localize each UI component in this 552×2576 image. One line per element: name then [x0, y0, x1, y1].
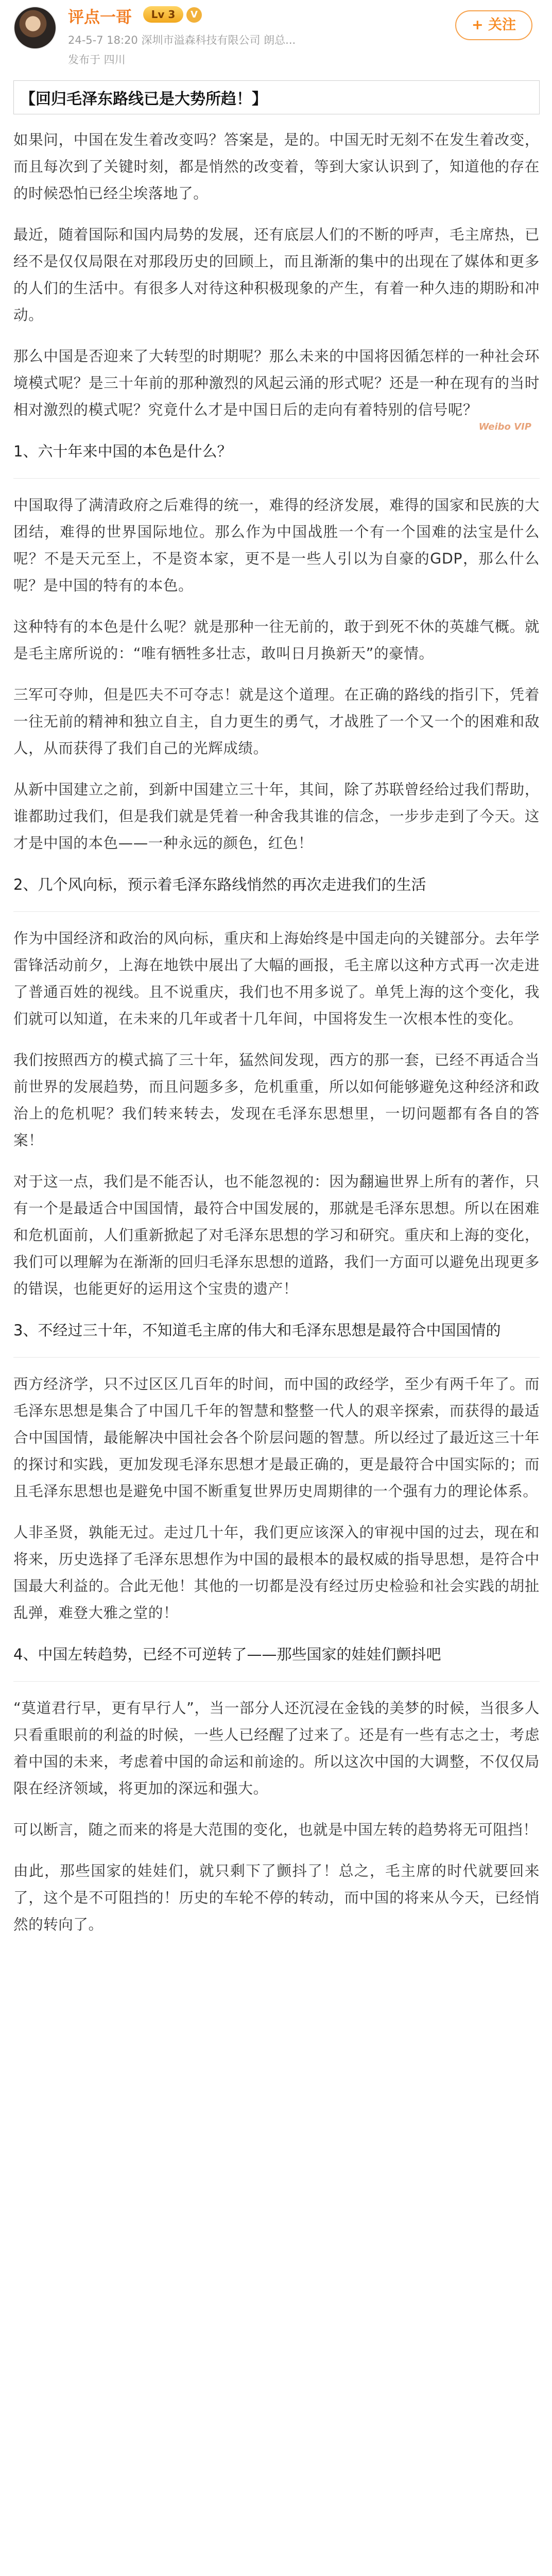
- paragraph: 最近，随着国际和国内局势的发展，还有底层人们的不断的呼声，毛主席热，已经不是仅仅局限在对那段历史的回顾上，而且渐渐的集中的出现在了媒体和更多的人们的生活中。有很多人对待这种积极现象的产生，有着一种久违的期盼和冲动。: [13, 226, 540, 324]
- divider: [13, 1681, 540, 1682]
- paragraph: 西方经济学，只不过区区几百年的时间，而中国的政经学，至少有两千年了。而毛泽东思想是集合了中国几千年的智慧和整整一代人的艰辛探索，而获得的最适合中国国情，最能解决中国社会各个阶层问题的智慧。所以经过了最近这三十年的探讨和实践，更加发现毛泽东思想才是最正确的，更是最符合中国实际的；而且毛泽东思想也是避免中国不断重复世界历史周期律的一个强有力的理论体系。: [13, 1376, 540, 1500]
- post-header: [0, 0, 552, 76]
- username[interactable]: 评点一哥: [68, 8, 132, 27]
- paragraph: 如果问，中国在发生着改变吗？答案是，是的。中国无时无刻不在发生着改变，而且每次到了关键时刻，都是悄然的改变着，等到大家认识到了，知道他的存在的时候恐怕已经尘埃落地了。: [13, 131, 540, 202]
- divider: [13, 911, 540, 912]
- paragraph: 三军可夺帅，但是匹夫不可夺志！就是这个道理。在正确的路线的指引下，凭着一往无前的精神和独立自主，自力更生的勇气，才战胜了一个又一个的困难和敌人，从而获得了我们自己的光辉成绩。: [13, 686, 540, 757]
- paragraph: “莫道君行早，更有早行人”，当一部分人还沉浸在金钱的美梦的时候，当很多人只看重眼前的利益的时候，一些人已经醒了过来了。还是有一些有志之士，考虑着中国的未来，考虑着中国的命运和前途的。所以这次中国的大调整，不仅仅局限在经济领域，将更加的深远和强大。: [13, 1700, 540, 1797]
- level-badge: Lv 3: [143, 6, 183, 23]
- paragraph: 作为中国经济和政治的风向标，重庆和上海始终是中国走向的关键部分。去年学雷锋活动前夕，上海在地铁中展出了大幅的画报，毛主席以这种方式再一次走进了普通百姓的视线。且不说重庆，我们也不用多说了。单凭上海的这个变化，我们就可以知道，在未来的几年或者十几年间，中国将发生一次根本性的变化。: [13, 930, 540, 1027]
- paragraph: 中国取得了满清政府之后难得的统一，难得的经济发展，难得的国家和民族的大团结，难得的世界国际地位。那么作为中国战胜一个有一个国难的法宝是什么呢？不是天元至上，不是资本家，更不是一些人引以为自豪的GDP，那么什么呢？是中国的特有的本色。: [13, 497, 540, 594]
- section-heading: 1、六十年来中国的本色是什么？: [13, 443, 232, 460]
- post-meta: 24-5-7 18:20 深圳市溢森科技有限公司 朗总...: [68, 34, 296, 46]
- post-title: 【回归毛泽东路线已是大势所趋！】: [13, 80, 540, 114]
- divider: [13, 478, 540, 479]
- verified-badge: V: [186, 7, 202, 23]
- post-body: [13, 80, 540, 1953]
- paragraph: 由此，那些国家的娃娃们，就只剩下了颤抖了！总之，毛主席的时代就要回来了，这个是不可阻挡的！历史的车轮不停的转动，而中国的将来从今天，已经悄然的转向了。: [13, 1862, 540, 1933]
- paragraph: 我们按照西方的模式搞了三十年，猛然间发现，西方的那一套，已经不再适合当前世界的发展趋势，而且问题多多，危机重重，所以如何能够避免这种经济和政治上的危机呢？我们转来转去，发现在毛泽东思想里，一切问题都有各自的答案！: [13, 1052, 540, 1149]
- section-heading: 2、几个风向标，预示着毛泽东路线悄然的再次走进我们的生活: [13, 876, 426, 893]
- weibo-vip-mark: Weibo VIP: [478, 421, 531, 432]
- paragraph: 人非圣贤，孰能无过。走过几十年，我们更应该深入的审视中国的过去，现在和将来，历史选择了毛泽东思想作为中国的最根本的最权威的指导思想，是符合中国最大利益的。合此无他！其他的一切都是没有经过历史检验和社会实践的胡扯乱弹，难登大雅之堂的！: [13, 1524, 540, 1621]
- paragraph: 可以断言，随之而来的将是大范围的变化，也就是中国左转的趋势将无可阻挡！: [13, 1821, 538, 1838]
- divider: [13, 1357, 540, 1358]
- avatar[interactable]: [13, 6, 57, 49]
- follow-button[interactable]: + 关注: [455, 10, 532, 40]
- paragraph: 从新中国建立之前，到新中国建立三十年，其间，除了苏联曾经给过我们帮助，谁都助过我们，但是我们就是凭着一种舍我其谁的信念，一步步走到了今天。这才是中国的本色——一种永远的颜色，红色！: [13, 781, 540, 852]
- section-heading: 3、不经过三十年，不知道毛主席的伟大和毛泽东思想是最符合中国国情的: [13, 1321, 501, 1339]
- paragraph: 对于这一点，我们是不能否认，也不能忽视的：因为翻遍世界上所有的著作，只有一个是最适合中国国情，最符合中国发展的，那就是毛泽东思想。所以在困难和危机面前，人们重新掀起了对毛泽东思想的学习和研究。重庆和上海的变化，我们可以理解为在渐渐的回归毛泽东思想的道路，我们一方面可以避免出现更多的错误，也能更好的运用这个宝贵的遗产！: [13, 1173, 540, 1297]
- post-location: 发布于 四川: [68, 54, 126, 66]
- paragraph: 这种特有的本色是什么呢？就是那种一往无前的，敢于到死不休的英雄气概。就是毛主席所说的：“唯有牺牲多壮志，敢叫日月换新天”的豪情。: [13, 618, 540, 662]
- section-heading: 4、中国左转趋势，已经不可逆转了——那些国家的娃娃们颤抖吧: [13, 1646, 441, 1663]
- paragraph: 那么中国是否迎来了大转型的时期呢？那么未来的中国将因循怎样的一种社会环境模式呢？是三十年前的那种激烈的风起云涌的形式呢？还是一种在现有的当时相对激烈的模式呢？究竟什么才是中国日后的走向有着特别的信号呢？: [13, 348, 540, 418]
